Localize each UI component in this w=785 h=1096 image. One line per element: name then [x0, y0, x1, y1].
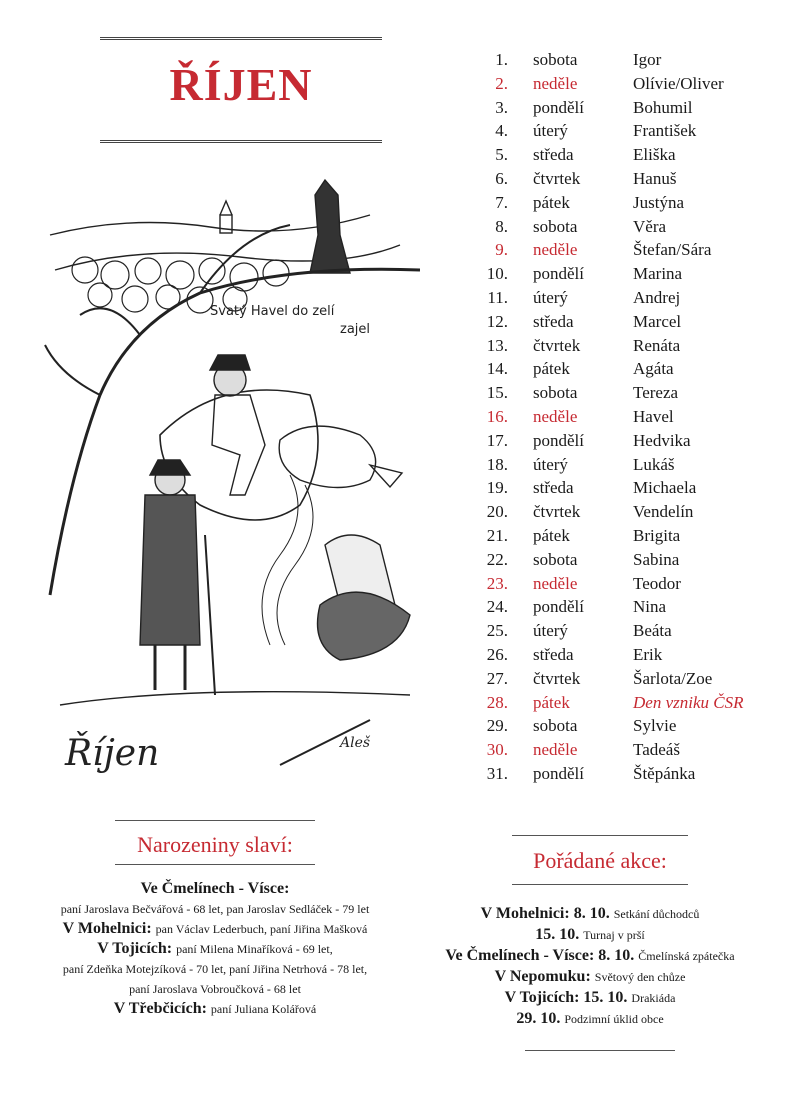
- name-day: Sabina: [633, 549, 680, 569]
- birthday-place: Ve Čmelínech - Vísce:: [140, 880, 290, 897]
- name-day: Štefan/Sára: [633, 240, 712, 260]
- events-top-rule: [512, 835, 688, 836]
- day-number: 29.: [486, 716, 508, 736]
- day-number: 24.: [486, 597, 508, 617]
- name-day: Hanuš: [633, 169, 677, 188]
- name-day: Nina: [633, 597, 667, 617]
- name-day: Marcel: [633, 311, 682, 331]
- day-number: 28.: [486, 692, 508, 712]
- day-number: 9.: [495, 240, 508, 260]
- weekday: čtvrtek: [533, 502, 581, 522]
- birthdays-top-rule: [115, 820, 315, 821]
- day-number: 23.: [486, 573, 508, 593]
- event-name: Setkání důchodců: [613, 907, 700, 921]
- event-name: Čmelínská zpátečka: [638, 949, 735, 963]
- birthday-people: pan Václav Lederbuch, paní Jiřina Mašková: [155, 922, 368, 936]
- name-day: Renáta: [633, 335, 681, 355]
- weekday: neděle: [533, 740, 578, 760]
- event-name: Světový den chůze: [594, 970, 686, 984]
- birthday-line: [15, 900, 415, 918]
- name-day: Igor: [633, 50, 662, 69]
- event-place: V Tojicích: 15. 10.: [504, 989, 632, 1006]
- day-number: 17.: [486, 430, 508, 450]
- illustration-caption-line1: Svatý Havel do zelí: [210, 304, 335, 319]
- title-top-rule: [100, 37, 382, 40]
- name-day: Agáta: [633, 359, 674, 379]
- day-number: 20.: [486, 502, 508, 522]
- name-day: Havel: [633, 407, 674, 426]
- event-place: 15. 10.: [535, 926, 584, 943]
- event-place: Ve Čmelínech - Vísce: 8. 10.: [445, 947, 639, 964]
- day-number: 19.: [486, 478, 508, 498]
- name-day: Sylvie: [633, 716, 677, 736]
- month-title: ŘÍJEN: [169, 59, 313, 110]
- weekday: pondělí: [533, 97, 584, 117]
- illustration-signature: Říjen: [65, 733, 160, 774]
- weekday: sobota: [533, 216, 578, 236]
- weekday: úterý: [533, 454, 568, 474]
- day-number: 21.: [486, 526, 508, 545]
- name-day: Eliška: [633, 145, 676, 165]
- birthday-line: [15, 1000, 415, 1018]
- weekday: neděle: [533, 407, 578, 426]
- day-number: 18.: [486, 454, 508, 474]
- weekday: pátek: [533, 526, 570, 545]
- weekday: pátek: [533, 692, 570, 712]
- day-number: 25.: [486, 621, 508, 641]
- events-title: Pořádané akce:: [533, 848, 667, 873]
- weekday: úterý: [533, 621, 568, 641]
- birthday-people: paní Zdeňka Motejzíková - 70 let, paní Jiřina Netrhová - 78 let,: [62, 962, 368, 976]
- event-line: [400, 926, 780, 944]
- weekday: neděle: [533, 240, 578, 260]
- name-day: Bohumil: [633, 97, 693, 117]
- day-number: 27.: [486, 668, 508, 688]
- weekday: pondělí: [533, 264, 584, 284]
- day-number: 7.: [495, 192, 508, 212]
- event-name: Turnaj v prší: [583, 928, 645, 942]
- name-day: Štěpánka: [633, 764, 696, 783]
- day-number: 14.: [486, 359, 508, 379]
- name-day: František: [633, 121, 697, 141]
- event-place: V Nepomuku:: [494, 968, 595, 985]
- birthday-place: V Mohelnici:: [62, 920, 156, 937]
- weekday: čtvrtek: [533, 668, 581, 688]
- event-line: [400, 947, 780, 965]
- name-day: Den vzniku ČSR: [633, 692, 744, 712]
- name-day: Teodor: [633, 573, 681, 593]
- birthday-people: paní Juliana Kolářová: [210, 1002, 317, 1016]
- event-line: [400, 968, 780, 986]
- birthday-people: paní Milena Minaříková - 69 let,: [176, 942, 333, 956]
- event-name: Drakiáda: [631, 991, 676, 1005]
- day-number: 5.: [495, 145, 508, 165]
- events-bottom-rule: [512, 884, 688, 885]
- day-number: 4.: [495, 121, 508, 141]
- birthday-line: [15, 920, 415, 938]
- day-number: 10.: [486, 264, 508, 284]
- event-place: V Mohelnici: 8. 10.: [480, 905, 614, 922]
- name-day: Michaela: [633, 478, 697, 498]
- weekday: pátek: [533, 359, 570, 379]
- name-day: Brigita: [633, 526, 681, 545]
- day-number: 12.: [486, 311, 508, 331]
- day-number: 15.: [486, 383, 508, 403]
- day-number: 31.: [486, 764, 508, 783]
- birthday-people: paní Jaroslava Vobroučková - 68 let: [129, 982, 301, 996]
- birthday-line: [15, 980, 415, 998]
- birthdays-title: Narozeniny slaví:: [137, 832, 293, 857]
- day-number: 22.: [486, 549, 508, 569]
- day-number: 3.: [495, 97, 508, 117]
- illustration-caption-line2: zajel: [340, 322, 371, 337]
- birthday-line: [15, 940, 415, 958]
- day-number: 6.: [495, 169, 508, 188]
- birthdays-bottom-rule: [115, 864, 315, 865]
- day-number: 1.: [495, 50, 508, 69]
- weekday: úterý: [533, 288, 568, 307]
- event-name: Podzimní úklid obce: [564, 1012, 664, 1026]
- weekday: sobota: [533, 549, 578, 569]
- weekday: pátek: [533, 192, 570, 212]
- day-number: 13.: [486, 335, 508, 355]
- weekday: neděle: [533, 573, 578, 593]
- name-day: Olívie/Oliver: [633, 73, 724, 93]
- name-day: Tereza: [633, 383, 679, 403]
- october-illustration: [40, 175, 420, 780]
- day-number: 8.: [495, 216, 508, 236]
- weekday: pondělí: [533, 430, 584, 450]
- day-number: 11.: [487, 288, 508, 307]
- name-day: Lukáš: [633, 454, 675, 474]
- illustration-artist: Aleš: [340, 735, 371, 751]
- events-end-rule: [525, 1050, 675, 1051]
- weekday: sobota: [533, 383, 578, 403]
- name-day: Marina: [633, 264, 683, 284]
- name-day: Šarlota/Zoe: [633, 668, 713, 688]
- weekday: čtvrtek: [533, 335, 581, 355]
- day-number: 26.: [486, 645, 508, 664]
- name-day: Justýna: [633, 192, 684, 212]
- event-line: [400, 1010, 780, 1028]
- name-day: Věra: [633, 216, 667, 236]
- weekday: středa: [533, 145, 574, 165]
- weekday: pondělí: [533, 597, 584, 617]
- weekday: středa: [533, 645, 574, 664]
- name-day: Beáta: [633, 621, 672, 641]
- weekday: sobota: [533, 716, 578, 736]
- weekday: pondělí: [533, 764, 584, 783]
- event-line: [400, 905, 780, 923]
- name-day: Erik: [633, 645, 663, 664]
- weekday: úterý: [533, 121, 568, 141]
- name-day: Andrej: [633, 288, 681, 307]
- weekday: čtvrtek: [533, 169, 581, 188]
- birthday-people: paní Jaroslava Bečvářová - 68 let, pan Jaroslav Sedláček - 79 let: [60, 902, 370, 916]
- birthday-place: V Tojicích:: [97, 940, 177, 957]
- birthday-line: [15, 960, 415, 978]
- weekday: středa: [533, 478, 574, 498]
- day-number: 16.: [486, 407, 508, 426]
- weekday: neděle: [533, 73, 578, 93]
- birthday-line: [15, 880, 415, 898]
- weekday: sobota: [533, 50, 578, 69]
- day-number: 2.: [495, 73, 508, 93]
- event-line: [400, 989, 780, 1007]
- birthday-place: V Třebčicích:: [113, 1000, 211, 1017]
- event-place: 29. 10.: [516, 1010, 565, 1027]
- title-bottom-rule: [100, 140, 382, 143]
- name-day: Tadeáš: [633, 740, 680, 760]
- weekday: středa: [533, 311, 574, 331]
- day-number: 30.: [486, 740, 508, 760]
- name-day: Vendelín: [633, 502, 694, 522]
- name-day: Hedvika: [633, 430, 691, 450]
